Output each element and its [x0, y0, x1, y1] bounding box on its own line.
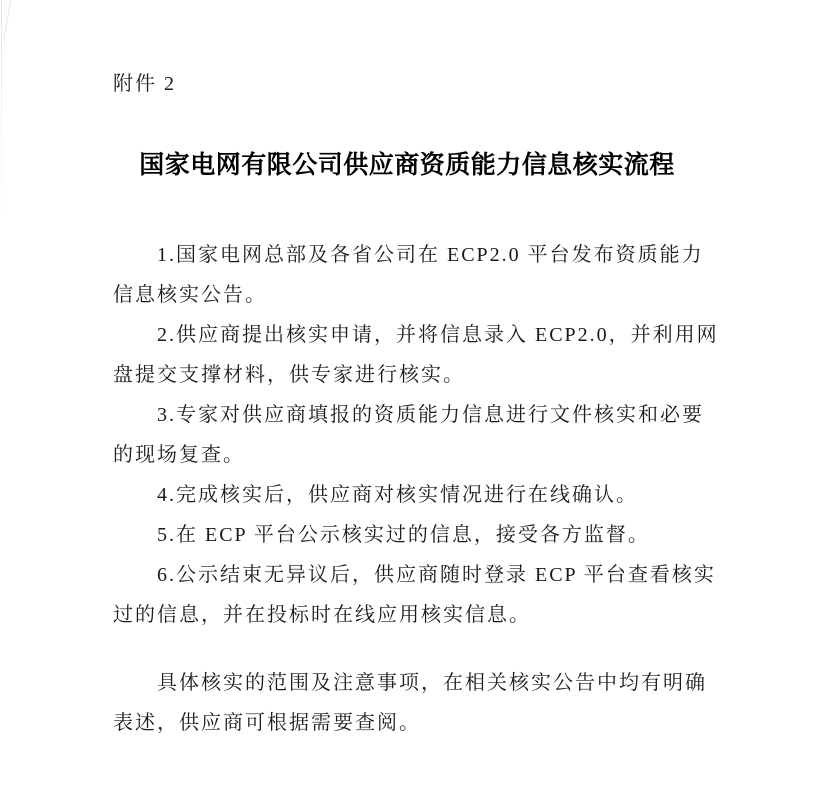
body-line: 3.专家对供应商填报的资质能力信息进行文件核实和必要	[157, 404, 704, 426]
scan-edge-artifact	[1, 0, 2, 230]
body-line: 过的信息，并在投标时在线应用核实信息。	[113, 604, 531, 626]
document-body	[113, 235, 719, 743]
document-title: 国家电网有限公司供应商资质能力信息核实流程	[139, 151, 675, 179]
body-line: 5.在 ECP 平台公示核实过的信息，接受各方监督。	[157, 524, 650, 546]
body-line: 6.公示结束无异议后，供应商随时登录 ECP 平台查看核实	[157, 564, 716, 586]
body-line: 4.完成核实后，供应商对核实情况进行在线确认。	[157, 484, 638, 506]
body-line: 盘提交支撑材料，供专家进行核实。	[113, 364, 465, 386]
body-line: 具体核实的范围及注意事项，在相关核实公告中均有明确	[157, 672, 707, 694]
body-line: 信息核实公告。	[113, 284, 267, 306]
attachment-label: 附件 2	[113, 73, 176, 95]
body-line: 表述，供应商可根据需要查阅。	[113, 712, 421, 734]
body-line: 的现场复查。	[113, 444, 245, 466]
body-line: 2.供应商提出核实申请，并将信息录入 ECP2.0，并利用网	[157, 324, 719, 346]
body-line: 1.国家电网总部及各省公司在 ECP2.0 平台发布资质能力	[157, 244, 704, 266]
scan-corner-artifact	[3, 0, 12, 42]
